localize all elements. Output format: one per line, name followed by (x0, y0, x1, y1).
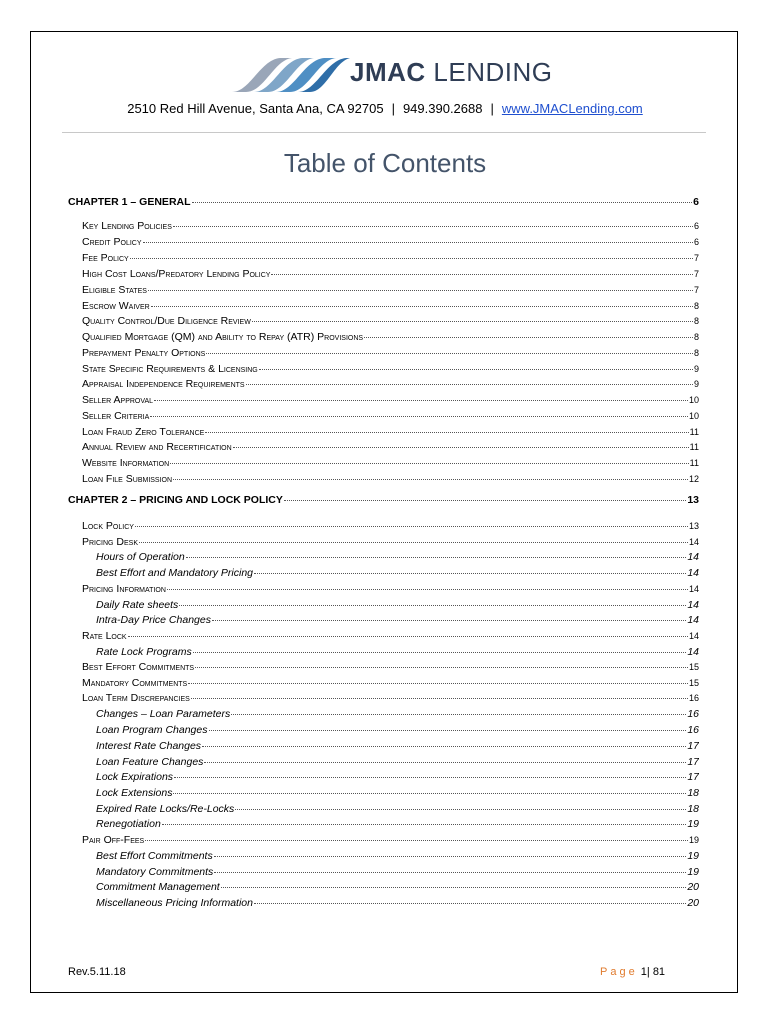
toc-entry-page: 16 (687, 724, 699, 736)
toc-entry-page: 8 (693, 301, 699, 311)
toc-entry-page: 17 (687, 740, 699, 752)
toc-entry-page: 6 (693, 196, 699, 208)
toc-leader-dots (135, 526, 688, 527)
toc-entry-label: Prepayment Penalty Options (82, 347, 206, 359)
toc-section-entry[interactable] (82, 473, 699, 485)
toc-subsection-entry[interactable] (96, 614, 699, 626)
toc-entry-page: 11 (689, 442, 699, 452)
toc-section-entry[interactable] (82, 661, 699, 673)
toc-subsection-entry[interactable] (96, 866, 699, 878)
toc-leader-dots (193, 652, 687, 653)
toc-leader-dots (170, 463, 688, 464)
separator: | (391, 101, 395, 116)
toc-entry-label: Commitment Management (96, 881, 220, 893)
toc-section-entry[interactable] (82, 692, 699, 704)
toc-entry-page: 14 (687, 551, 699, 563)
toc-leader-dots (205, 432, 688, 433)
toc-entry-label: Website Information (82, 457, 170, 469)
toc-leader-dots (231, 714, 686, 715)
toc-entry-page: 14 (687, 614, 699, 626)
toc-subsection-entry[interactable] (96, 599, 699, 611)
toc-entry-page: 6 (693, 237, 699, 247)
toc-section-entry[interactable] (82, 426, 699, 438)
toc-leader-dots (254, 903, 686, 904)
toc-section-entry[interactable] (82, 220, 699, 232)
toc-entry-page: 14 (688, 584, 699, 594)
toc-leader-dots (150, 416, 688, 417)
toc-section-entry[interactable] (82, 315, 699, 327)
toc-section-entry[interactable] (82, 677, 699, 689)
revision-label: Rev.5.11.18 (68, 966, 126, 978)
toc-chapter-entry[interactable] (68, 494, 699, 506)
toc-entry-page: 8 (693, 332, 699, 342)
toc-section-entry[interactable] (82, 520, 699, 532)
toc-entry-label: Pair Off-Fees (82, 834, 145, 846)
toc-entry-page: 19 (687, 850, 699, 862)
toc-entry-page: 13 (687, 494, 699, 506)
toc-subsection-entry[interactable] (96, 551, 699, 563)
toc-leader-dots (206, 353, 693, 354)
toc-leader-dots (173, 479, 688, 480)
toc-subsection-entry[interactable] (96, 897, 699, 909)
toc-chapter-entry[interactable] (68, 196, 699, 208)
toc-entry-page: 14 (687, 599, 699, 611)
toc-entry-page: 14 (688, 631, 699, 641)
toc-leader-dots (139, 542, 688, 543)
toc-section-entry[interactable] (82, 300, 699, 312)
toc-section-entry[interactable] (82, 834, 699, 846)
toc-leader-dots (235, 809, 686, 810)
toc-entry-page: 17 (687, 771, 699, 783)
toc-leader-dots (167, 589, 688, 590)
toc-entry-label: Seller Criteria (82, 410, 150, 422)
toc-leader-dots (173, 226, 693, 227)
toc-leader-dots (130, 258, 693, 259)
toc-subsection-entry[interactable] (96, 818, 699, 830)
toc-entry-page: 18 (687, 803, 699, 815)
toc-leader-dots (186, 557, 687, 558)
toc-leader-dots (212, 620, 686, 621)
toc-section-entry[interactable] (82, 378, 699, 390)
page-title: Table of Contents (283, 148, 487, 178)
toc-entry-page: 20 (687, 881, 699, 893)
toc-leader-dots (174, 777, 686, 778)
toc-leader-dots (145, 840, 688, 841)
toc-section-entry[interactable] (82, 441, 699, 453)
toc-entry-label: Loan Term Discrepancies (82, 692, 190, 704)
toc-entry-page: 12 (688, 474, 699, 484)
toc-entry-label: Expired Rate Locks/Re-Locks (96, 803, 235, 815)
toc-leader-dots (221, 887, 687, 888)
toc-leader-dots (148, 290, 693, 291)
toc-section-entry[interactable] (82, 457, 699, 469)
separator: | (490, 101, 494, 116)
toc-entry-page: 7 (693, 269, 699, 279)
toc-leader-dots (151, 306, 693, 307)
toc-entry-label: Eligible States (82, 284, 147, 296)
toc-leader-dots (233, 447, 689, 448)
toc-entry-page: 13 (688, 521, 699, 531)
toc-entry-page: 6 (693, 221, 699, 231)
toc-subsection-entry[interactable] (96, 803, 699, 815)
toc-leader-dots (364, 337, 693, 338)
page-number (600, 966, 665, 978)
toc-entry-page: 10 (688, 411, 699, 421)
toc-section-entry[interactable] (82, 410, 699, 422)
toc-entry-label: Intra-Day Price Changes (96, 614, 211, 626)
toc-section-entry[interactable] (82, 583, 699, 595)
toc-entry-label: Escrow Waiver (82, 300, 150, 312)
toc-subsection-entry[interactable] (96, 787, 699, 799)
toc-entry-label: CHAPTER 1 – GENERAL (68, 196, 191, 208)
toc-leader-dots (195, 667, 688, 668)
toc-subsection-entry[interactable] (96, 740, 699, 752)
toc-entry-page: 19 (688, 835, 699, 845)
total-pages: 81 (652, 966, 666, 978)
toc-subsection-entry[interactable] (96, 567, 699, 579)
toc-entry-label: Quality Control/Due Diligence Review (82, 315, 251, 327)
toc-leader-dots (188, 683, 688, 684)
toc-entry-label: Qualified Mortgage (QM) and Ability to Repay (ATR) Provisions (82, 331, 364, 343)
toc-leader-dots (192, 202, 693, 203)
toc-entry-label: Loan File Submission (82, 473, 173, 485)
toc-entry-label: Miscellaneous Pricing Information (96, 897, 253, 909)
toc-entry-page: 20 (687, 897, 699, 909)
toc-entry-page: 14 (687, 567, 699, 579)
toc-section-entry[interactable] (82, 536, 699, 548)
toc-entry-page: 14 (688, 537, 699, 547)
toc-entry-page: 11 (689, 458, 699, 468)
company-phone: 949.390.2688 (402, 101, 483, 116)
toc-section-entry[interactable] (82, 284, 699, 296)
toc-entry-page: 7 (693, 253, 699, 263)
toc-entry-label: Best Effort Commitments (82, 661, 195, 673)
toc-leader-dots (284, 500, 686, 501)
toc-entry-label: Seller Approval (82, 394, 154, 406)
toc-entry-label: Loan Feature Changes (96, 756, 204, 768)
toc-entry-page: 14 (687, 646, 699, 658)
toc-entry-page: 9 (693, 364, 699, 374)
toc-entry-page: 16 (687, 708, 699, 720)
company-address: 2510 Red Hill Avenue, Santa Ana, CA 92705 (127, 101, 384, 116)
toc-entry-label: Mandatory Commitments (96, 866, 214, 878)
toc-entry-label: Hours of Operation (96, 551, 185, 563)
toc-entry-page: 19 (687, 866, 699, 878)
toc-entry-label: Interest Rate Changes (96, 740, 202, 752)
toc-entry-label: CHAPTER 2 – PRICING AND LOCK POLICY (68, 494, 283, 506)
toc-leader-dots (214, 856, 687, 857)
toc-entry-label: Appraisal Independence Requirements (82, 378, 245, 390)
toc-leader-dots (271, 274, 693, 275)
toc-entry-page: 11 (689, 427, 699, 437)
toc-entry-label: Best Effort and Mandatory Pricing (96, 567, 253, 579)
toc-entry-page: 7 (693, 285, 699, 295)
current-page: 1 (640, 966, 647, 978)
toc-entry-label: State Specific Requirements & Licensing (82, 363, 258, 375)
toc-entry-label: Annual Review and Recertification (82, 441, 232, 453)
toc-entry-page: 9 (693, 379, 699, 389)
toc-leader-dots (254, 573, 686, 574)
toc-leader-dots (209, 730, 687, 731)
toc-section-entry[interactable] (82, 252, 699, 264)
toc-leader-dots (173, 793, 686, 794)
toc-entry-label: Renegotiation (96, 818, 161, 830)
toc-entry-page: 17 (687, 756, 699, 768)
toc-entry-label: Best Effort Commitments (96, 850, 213, 862)
toc-leader-dots (154, 400, 688, 401)
toc-leader-dots (204, 762, 686, 763)
page-word: Page (600, 966, 638, 978)
toc-leader-dots (128, 636, 688, 637)
toc-section-entry[interactable] (82, 331, 699, 343)
toc-entry-label: Lock Extensions (96, 787, 173, 799)
toc-entry-label: Credit Policy (82, 236, 142, 248)
toc-section-entry[interactable] (82, 363, 699, 375)
toc-section-entry[interactable] (82, 236, 699, 248)
toc-leader-dots (246, 384, 693, 385)
toc-entry-label: Lock Policy (82, 520, 134, 532)
toc-entry-label: Changes – Loan Parameters (96, 708, 231, 720)
toc-entry-page: 16 (688, 693, 699, 703)
toc-leader-dots (252, 321, 693, 322)
toc-subsection-entry[interactable] (96, 881, 699, 893)
toc-entry-page: 15 (688, 678, 699, 688)
toc-entry-label: Rate Lock (82, 630, 127, 642)
toc-section-entry[interactable] (82, 394, 699, 406)
toc-leader-dots (214, 872, 686, 873)
toc-entry-label: Fee Policy (82, 252, 129, 264)
toc-entry-label: Pricing Information (82, 583, 166, 595)
toc-subsection-entry[interactable] (96, 771, 699, 783)
toc-entry-page: 10 (688, 395, 699, 405)
toc-subsection-entry[interactable] (96, 646, 699, 658)
toc-entry-page: 8 (693, 316, 699, 326)
page-separator: | (646, 966, 650, 978)
toc-entry-label: High Cost Loans/Predatory Lending Policy (82, 268, 271, 280)
toc-leader-dots (202, 746, 686, 747)
toc-subsection-entry[interactable] (96, 724, 699, 736)
toc-entry-label: Loan Program Changes (96, 724, 208, 736)
toc-entry-label: Daily Rate sheets (96, 599, 179, 611)
toc-subsection-entry[interactable] (96, 708, 699, 720)
toc-entry-label: Mandatory Commitments (82, 677, 188, 689)
toc-entry-label: Key Lending Policies (82, 220, 172, 232)
toc-entry-label: Rate Lock Programs (96, 646, 192, 658)
toc-entry-page: 18 (687, 787, 699, 799)
toc-leader-dots (143, 242, 693, 243)
toc-leader-dots (162, 824, 687, 825)
logo-wordmark: JMAC LENDING (350, 57, 553, 87)
toc-section-entry[interactable] (82, 268, 699, 280)
toc-leader-dots (259, 369, 693, 370)
toc-entry-page: 8 (693, 348, 699, 358)
toc-entry-label: Lock Expirations (96, 771, 174, 783)
toc-subsection-entry[interactable] (96, 756, 699, 768)
toc-section-entry[interactable] (82, 347, 699, 359)
toc-leader-dots (191, 698, 688, 699)
toc-entry-label: Loan Fraud Zero Tolerance (82, 426, 205, 438)
toc-entry-page: 19 (687, 818, 699, 830)
toc-leader-dots (179, 605, 686, 606)
toc-entry-label: Pricing Desk (82, 536, 139, 548)
toc-entry-page: 15 (688, 662, 699, 672)
toc-subsection-entry[interactable] (96, 850, 699, 862)
website-link[interactable]: www.JMACLending.com (501, 101, 643, 116)
toc-section-entry[interactable] (82, 630, 699, 642)
